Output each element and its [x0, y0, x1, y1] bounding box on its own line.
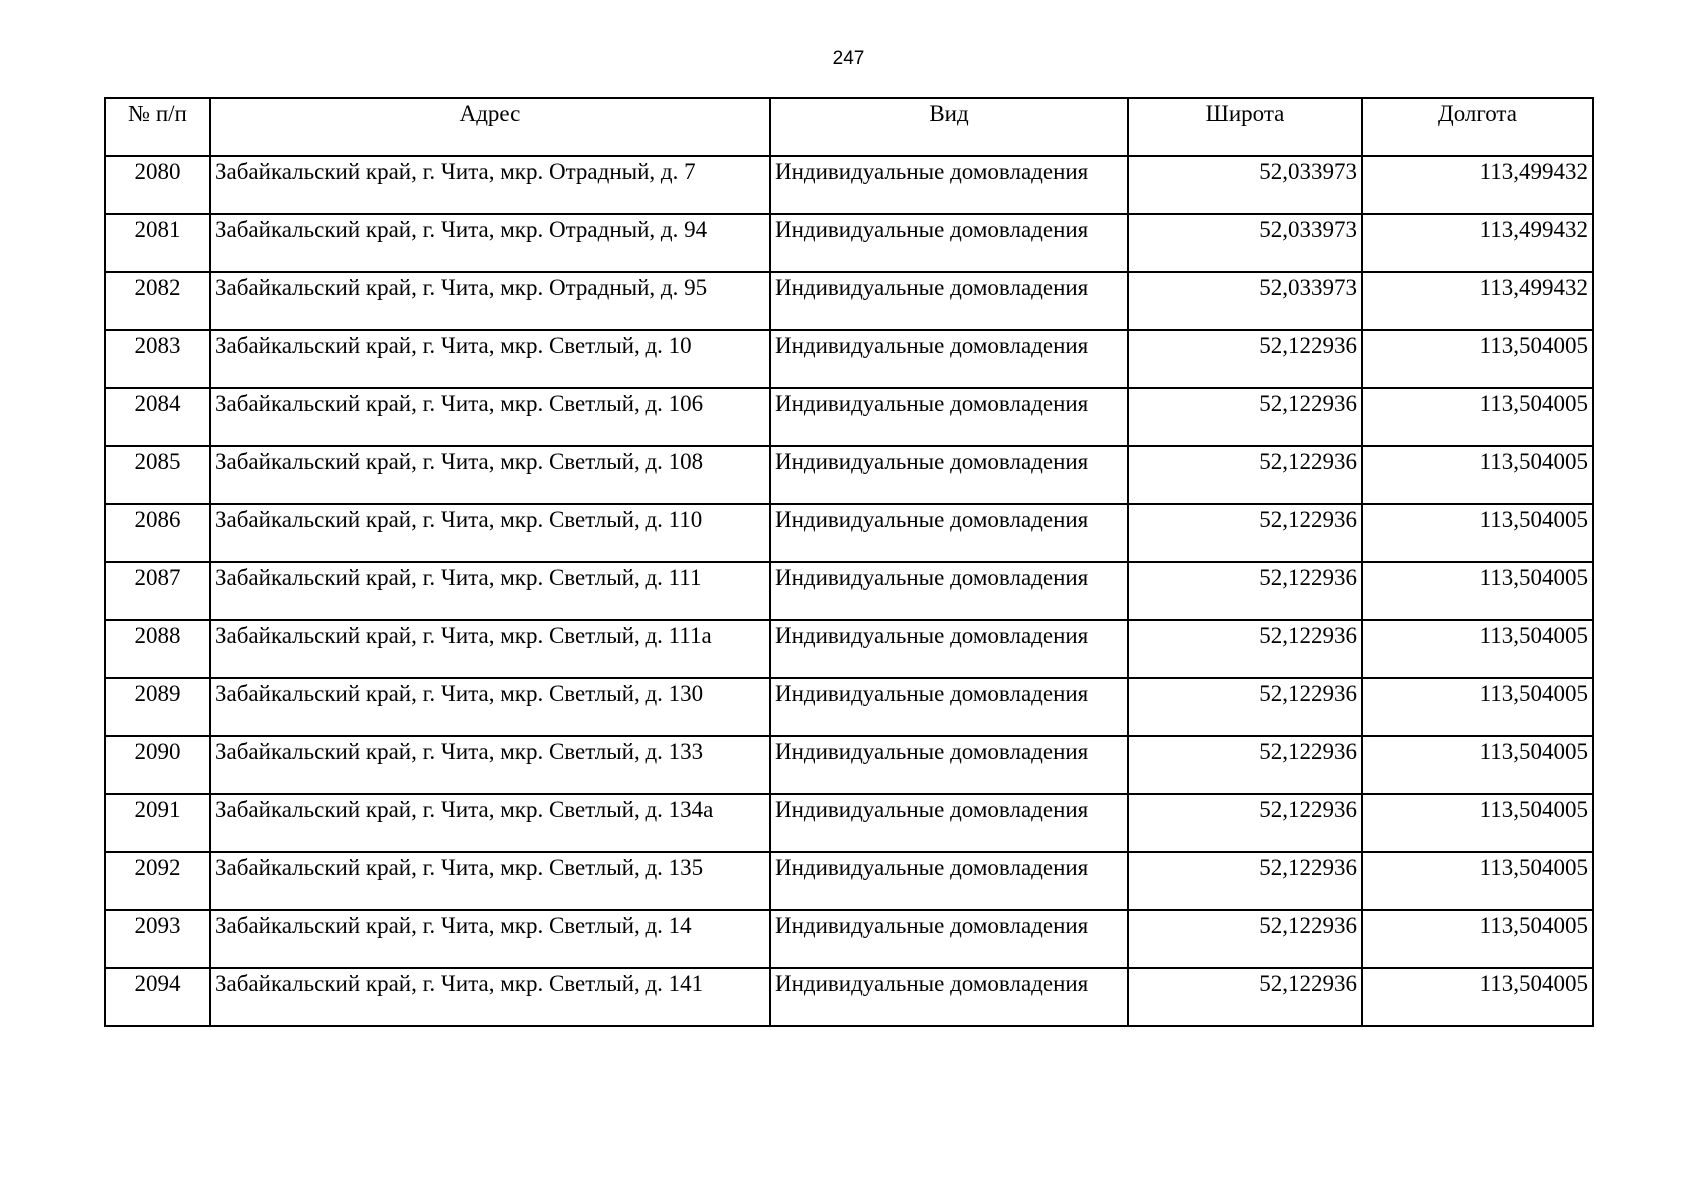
table-row [105, 272, 1593, 330]
cell-latitude: 52,122936 [1128, 620, 1362, 678]
cell-number: 2081 [105, 214, 210, 272]
cell-number: 2092 [105, 852, 210, 910]
cell-kind: Индивидуальные домовладения [770, 446, 1128, 504]
table-row [105, 910, 1593, 968]
cell-kind: Индивидуальные домовладения [770, 852, 1128, 910]
cell-address: Забайкальский край, г. Чита, мкр. Светлый, д. 108 [210, 446, 770, 504]
cell-latitude: 52,122936 [1128, 504, 1362, 562]
cell-latitude: 52,033973 [1128, 214, 1362, 272]
cell-address: Забайкальский край, г. Чита, мкр. Светлый, д. 111а [210, 620, 770, 678]
cell-longitude: 113,504005 [1362, 794, 1593, 852]
table-row [105, 678, 1593, 736]
table-row [105, 968, 1593, 1026]
cell-address: Забайкальский край, г. Чита, мкр. Отрадный, д. 94 [210, 214, 770, 272]
cell-latitude: 52,122936 [1128, 736, 1362, 794]
cell-latitude: 52,033973 [1128, 156, 1362, 214]
table-row [105, 504, 1593, 562]
cell-longitude: 113,499432 [1362, 214, 1593, 272]
cell-longitude: 113,504005 [1362, 388, 1593, 446]
table-row [105, 330, 1593, 388]
cell-kind: Индивидуальные домовладения [770, 736, 1128, 794]
table-row [105, 736, 1593, 794]
page-number: 247 [832, 48, 865, 69]
header-longitude: Долгота [1362, 98, 1593, 156]
cell-number: 2089 [105, 678, 210, 736]
cell-latitude: 52,122936 [1128, 794, 1362, 852]
cell-latitude: 52,033973 [1128, 272, 1362, 330]
cell-latitude: 52,122936 [1128, 330, 1362, 388]
table-row [105, 620, 1593, 678]
table-row [105, 388, 1593, 446]
cell-number: 2086 [105, 504, 210, 562]
table-row [105, 852, 1593, 910]
cell-kind: Индивидуальные домовладения [770, 562, 1128, 620]
cell-longitude: 113,504005 [1362, 678, 1593, 736]
cell-longitude: 113,504005 [1362, 910, 1593, 968]
table-row [105, 446, 1593, 504]
cell-address: Забайкальский край, г. Чита, мкр. Отрадный, д. 7 [210, 156, 770, 214]
cell-address: Забайкальский край, г. Чита, мкр. Отрадный, д. 95 [210, 272, 770, 330]
cell-address: Забайкальский край, г. Чита, мкр. Светлый, д. 106 [210, 388, 770, 446]
cell-address: Забайкальский край, г. Чита, мкр. Светлый, д. 10 [210, 330, 770, 388]
cell-latitude: 52,122936 [1128, 968, 1362, 1026]
cell-kind: Индивидуальные домовладения [770, 678, 1128, 736]
cell-latitude: 52,122936 [1128, 446, 1362, 504]
cell-latitude: 52,122936 [1128, 678, 1362, 736]
cell-kind: Индивидуальные домовладения [770, 272, 1128, 330]
cell-number: 2084 [105, 388, 210, 446]
cell-longitude: 113,504005 [1362, 620, 1593, 678]
cell-number: 2080 [105, 156, 210, 214]
cell-kind: Индивидуальные домовладения [770, 504, 1128, 562]
cell-address: Забайкальский край, г. Чита, мкр. Светлый, д. 141 [210, 968, 770, 1026]
address-table [104, 97, 1594, 1027]
cell-address: Забайкальский край, г. Чита, мкр. Светлый, д. 110 [210, 504, 770, 562]
cell-address: Забайкальский край, г. Чита, мкр. Светлый, д. 14 [210, 910, 770, 968]
cell-address: Забайкальский край, г. Чита, мкр. Светлый, д. 130 [210, 678, 770, 736]
cell-longitude: 113,504005 [1362, 736, 1593, 794]
cell-kind: Индивидуальные домовладения [770, 156, 1128, 214]
cell-longitude: 113,504005 [1362, 562, 1593, 620]
cell-longitude: 113,499432 [1362, 156, 1593, 214]
cell-longitude: 113,504005 [1362, 504, 1593, 562]
cell-kind: Индивидуальные домовладения [770, 794, 1128, 852]
cell-number: 2091 [105, 794, 210, 852]
header-number: № п/п [105, 98, 210, 156]
cell-number: 2087 [105, 562, 210, 620]
table-body [105, 156, 1593, 1026]
cell-kind: Индивидуальные домовладения [770, 910, 1128, 968]
cell-number: 2088 [105, 620, 210, 678]
table-row [105, 794, 1593, 852]
cell-number: 2094 [105, 968, 210, 1026]
header-address: Адрес [210, 98, 770, 156]
cell-longitude: 113,504005 [1362, 446, 1593, 504]
cell-kind: Индивидуальные домовладения [770, 214, 1128, 272]
cell-number: 2090 [105, 736, 210, 794]
cell-kind: Индивидуальные домовладения [770, 330, 1128, 388]
table-header-row [105, 98, 1593, 156]
cell-address: Забайкальский край, г. Чита, мкр. Светлый, д. 134а [210, 794, 770, 852]
cell-kind: Индивидуальные домовладения [770, 620, 1128, 678]
cell-latitude: 52,122936 [1128, 388, 1362, 446]
cell-longitude: 113,499432 [1362, 272, 1593, 330]
cell-longitude: 113,504005 [1362, 968, 1593, 1026]
header-latitude: Широта [1128, 98, 1362, 156]
cell-latitude: 52,122936 [1128, 852, 1362, 910]
cell-address: Забайкальский край, г. Чита, мкр. Светлый, д. 111 [210, 562, 770, 620]
cell-number: 2085 [105, 446, 210, 504]
table-row [105, 214, 1593, 272]
table-row [105, 156, 1593, 214]
cell-kind: Индивидуальные домовладения [770, 968, 1128, 1026]
cell-longitude: 113,504005 [1362, 852, 1593, 910]
header-kind: Вид [770, 98, 1128, 156]
cell-address: Забайкальский край, г. Чита, мкр. Светлый, д. 135 [210, 852, 770, 910]
table-row [105, 562, 1593, 620]
cell-address: Забайкальский край, г. Чита, мкр. Светлый, д. 133 [210, 736, 770, 794]
cell-latitude: 52,122936 [1128, 562, 1362, 620]
cell-number: 2093 [105, 910, 210, 968]
cell-kind: Индивидуальные домовладения [770, 388, 1128, 446]
cell-longitude: 113,504005 [1362, 330, 1593, 388]
cell-latitude: 52,122936 [1128, 910, 1362, 968]
cell-number: 2083 [105, 330, 210, 388]
cell-number: 2082 [105, 272, 210, 330]
